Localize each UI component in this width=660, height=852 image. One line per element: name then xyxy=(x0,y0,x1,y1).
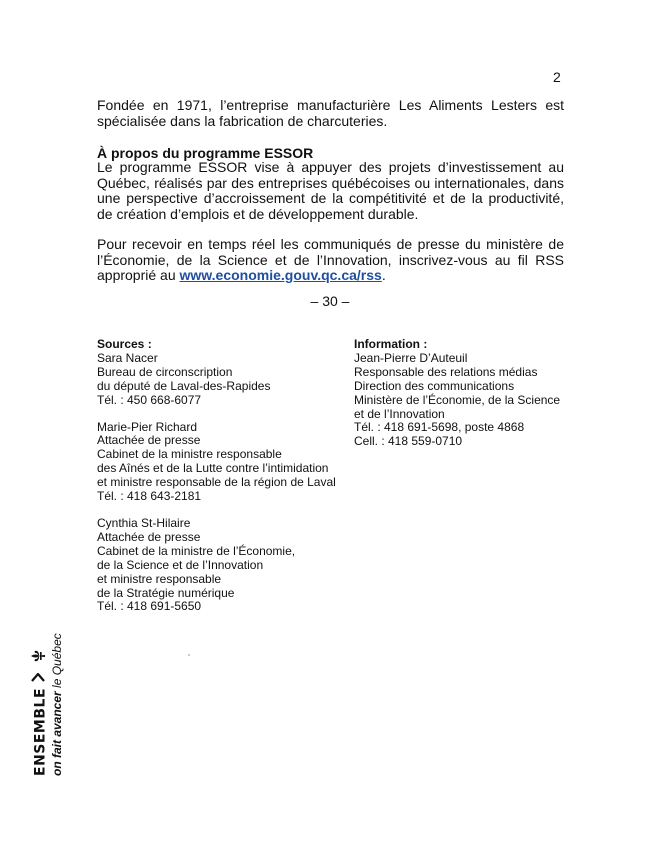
spacer xyxy=(97,408,347,421)
scan-speck xyxy=(188,654,190,656)
fleur-de-lis-icon xyxy=(30,648,51,664)
contact-phone: Tél. : 418 643-2181 xyxy=(97,489,202,504)
contact-name: Marie-Pier Richard xyxy=(97,419,198,434)
contact-phone: Tél. : 418 691-5650 xyxy=(97,599,202,614)
contact-line: et ministre responsable xyxy=(97,571,222,586)
information-column xyxy=(354,338,584,449)
contact-phone: Tél. : 418 691-5698, poste 4868 xyxy=(354,420,525,435)
contact-line: Attachée de presse xyxy=(97,529,201,544)
contact-block xyxy=(97,517,347,614)
sources-column xyxy=(97,338,347,614)
chevron-icon xyxy=(31,673,50,682)
company-paragraph: Fondée en 1971, l’entreprise manufacturière Les Aliments Lesters est spécialisée dans la fabrication de charcuteries. xyxy=(97,97,564,129)
rss-paragraph xyxy=(97,237,564,284)
contact-line: Direction des communications xyxy=(354,378,515,393)
contact-line: Responsable des relations médias xyxy=(354,364,538,379)
information-heading: Information : xyxy=(354,337,428,351)
page-number: 2 xyxy=(553,69,561,85)
contact-line: et de l’Innovation xyxy=(354,406,445,421)
contact-line: de la Stratégie numérique xyxy=(97,585,235,600)
contact-name: Sara Nacer xyxy=(97,350,158,365)
program-paragraph: Le programme ESSOR vise à appuyer des projets d’investissement au Québec, réalisés par des entreprises québécoises ou internationales, dans une perspective d’accroissement de la compétitivité et de la productivité, de création d’emplois et de développement durable. xyxy=(97,159,564,222)
contact-line: Cabinet de la ministre de l’Économie, xyxy=(97,543,296,558)
rss-paragraph-end: . xyxy=(381,267,386,284)
logo-wordmark: ENSEMBLE xyxy=(32,687,49,776)
contact-line: Cabinet de la ministre responsable xyxy=(97,447,282,462)
contact-block xyxy=(97,421,347,504)
logo-tagline xyxy=(50,633,64,776)
contact-name: Cynthia St-Hilaire xyxy=(97,515,191,530)
sources-heading: Sources : xyxy=(97,337,152,351)
rss-link[interactable]: www.economie.gouv.qc.ca/rss xyxy=(179,267,382,284)
contact-line: et ministre responsable de la région de Laval xyxy=(97,475,336,490)
section-heading: À propos du programme ESSOR xyxy=(97,145,314,161)
contact-line: Bureau de circonscription xyxy=(97,364,233,379)
contact-line: de la Science et de l’Innovation xyxy=(97,557,264,572)
end-mark: – 30 – xyxy=(310,293,350,309)
quebec-logo xyxy=(30,633,72,776)
rss-paragraph-text: Pour recevoir en temps réel les communiqués de presse du ministère de l’Économie, de la Science et de l’Innovation, inscrivez-vous au fil RSS approprié au xyxy=(97,236,564,284)
contact-phone: Tél. : 450 668-6077 xyxy=(97,392,202,407)
contact-line: du député de Laval-des-Rapides xyxy=(97,378,271,393)
contact-name: Jean-Pierre D’Auteuil xyxy=(354,350,468,365)
contact-line: Attachée de presse xyxy=(97,433,201,448)
logo-tagline-rest: le Québec xyxy=(50,633,64,692)
contact-block xyxy=(97,352,347,408)
contact-cell: Cell. : 418 559-0710 xyxy=(354,434,463,449)
contact-line: Ministère de l’Économie, de la Science xyxy=(354,392,561,407)
logo-tagline-bold: on fait avancer xyxy=(50,691,64,776)
contact-line: des Aînés et de la Lutte contre l’intimidation xyxy=(97,461,329,476)
